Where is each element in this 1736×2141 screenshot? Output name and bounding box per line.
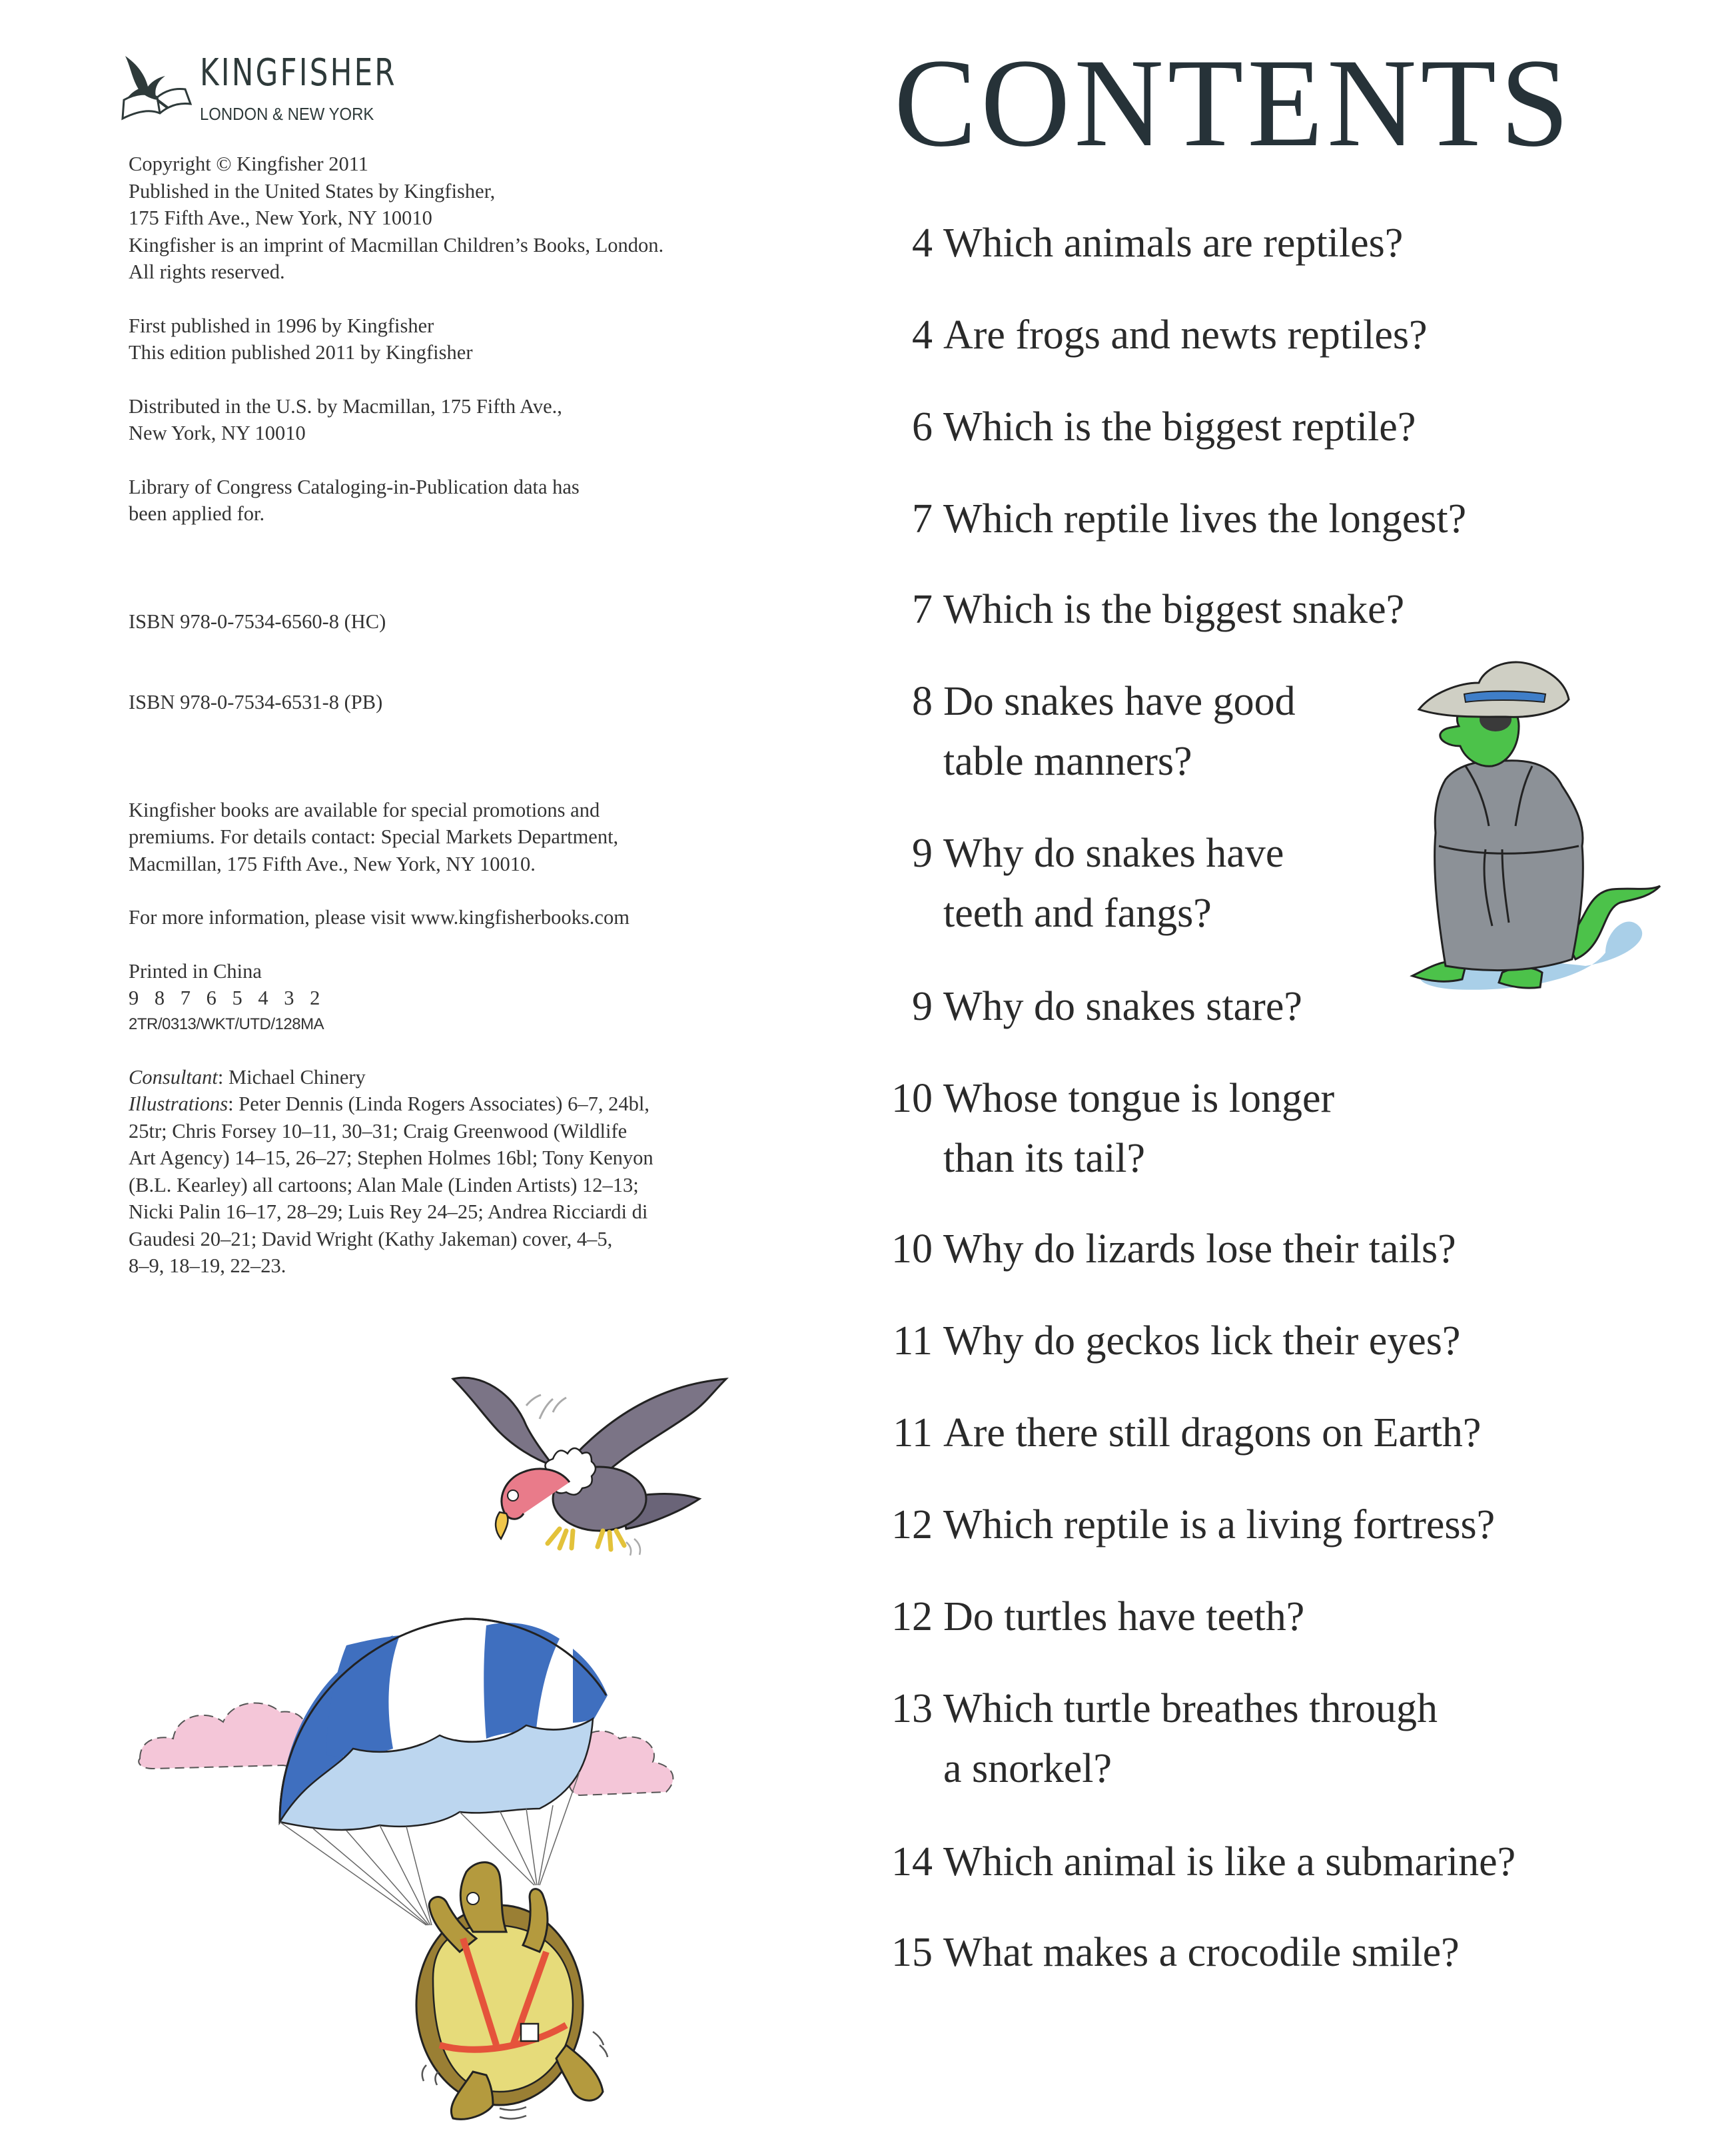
toc-page-number: 9 bbox=[912, 984, 933, 1029]
toc-page-number: 12 bbox=[891, 1594, 933, 1639]
toc-entry-title: Which animals are reptiles? bbox=[943, 220, 1404, 266]
illustrations-label: Illustrations bbox=[129, 1092, 228, 1115]
toc-page-number: 11 bbox=[893, 1318, 933, 1364]
toc-entry-title: Which is the biggest snake? bbox=[943, 587, 1405, 632]
table-of-contents bbox=[866, 0, 1699, 2141]
kingfisher-bird-book-icon bbox=[119, 52, 193, 127]
toc-page-number: 8 bbox=[912, 679, 933, 724]
isbn-list: ISBN 978-0-7534-6560-8 (HC) ISBN 978-0-7534-6531-8 (PB) bbox=[129, 610, 386, 713]
toc-page-number: 10 bbox=[891, 1076, 933, 1121]
distribution-notice: Distributed in the U.S. by Macmillan, 175 Fifth Ave., New York, NY 10010 bbox=[129, 394, 562, 444]
consultant-name: : Michael Chinery bbox=[217, 1065, 366, 1088]
toc-page-number: 10 bbox=[891, 1226, 933, 1272]
promotions-notice: Kingfisher books are available for special promotions and premiums. For details contact: Special Markets Department, Macmillan, 175 Fifth Ave., New York, NY 10010. bbox=[129, 798, 619, 875]
toc-entry-title: Which reptile lives the longest? bbox=[943, 496, 1467, 542]
toc-page-number: 7 bbox=[912, 496, 933, 542]
toc-entry-title: Are frogs and newts reptiles? bbox=[943, 312, 1428, 358]
print-info: Printed in China 9 8 7 6 5 4 3 2 2TR/0313/WKT/UTD/128MA bbox=[129, 959, 326, 1033]
toc-page-number: 4 bbox=[912, 312, 933, 358]
toc-entry-title: Which turtle breathes through a snorkel? bbox=[943, 1686, 1438, 1791]
toc-entry-title: Which animal is like a submarine? bbox=[943, 1839, 1516, 1885]
vulture-illustration bbox=[426, 1339, 739, 1559]
toc-page-number: 4 bbox=[912, 220, 933, 266]
toc-entry-title: Why do lizards lose their tails? bbox=[943, 1226, 1456, 1272]
parachuting-turtle-illustration bbox=[113, 1579, 699, 2125]
toc-page-number: 13 bbox=[891, 1686, 933, 1731]
toc-entry-title: Why do snakes stare? bbox=[943, 984, 1302, 1029]
toc-page-number: 6 bbox=[912, 404, 933, 450]
toc-page-number: 7 bbox=[912, 587, 933, 632]
more-info-link-text: For more information, please visit www.kingfisherbooks.com bbox=[129, 906, 630, 929]
imprint-block bbox=[129, 151, 795, 1280]
toc-entry-title: Which reptile is a living fortress? bbox=[943, 1502, 1496, 1547]
cip-notice: Library of Congress Cataloging-in-Publication data has been applied for. bbox=[129, 475, 580, 525]
publisher-name: KINGFISHER bbox=[200, 51, 397, 95]
toc-entry-title: Why do snakes have teeth and fangs? bbox=[943, 831, 1284, 936]
toc-page-number: 14 bbox=[891, 1839, 933, 1885]
toc-page-number: 9 bbox=[912, 831, 933, 876]
publisher-tagline: LONDON & NEW YORK bbox=[200, 104, 374, 124]
consultant-label: Consultant bbox=[129, 1065, 218, 1088]
edition-history: First published in 1996 by Kingfisher This edition published 2011 by Kingfisher bbox=[129, 314, 473, 364]
toc-entry-title: Why do geckos lick their eyes? bbox=[943, 1318, 1461, 1364]
toc-entry-title: Whose tongue is longer than its tail? bbox=[943, 1076, 1335, 1181]
toc-entry-title: What makes a crocodile smile? bbox=[943, 1930, 1460, 1975]
lizard-in-trenchcoat-illustration bbox=[1386, 646, 1665, 1006]
toc-page-number: 15 bbox=[891, 1930, 933, 1975]
toc-entry-title: Do turtles have teeth? bbox=[943, 1594, 1305, 1639]
toc-entry-title: Which is the biggest reptile? bbox=[943, 404, 1416, 450]
copyright-notice: Copyright © Kingfisher 2011 Published in the United States by Kingfisher, 175 Fifth Ave., New York, NY 10010 Kingfisher is an imprint of Macmillan Children’s Books, London. All rights reserved. bbox=[129, 153, 664, 283]
credits: Consultant: Michael Chinery Illustrations: Peter Dennis (Linda Rogers Associates) 6–7, 24bl, 25tr; Chris Forsey 10–11, 30–31; Craig Greenwood (Wildlife Art Agency) 14–15, 26–27; Stephen Holmes 16bl; Tony Kenyon (B.L. Kearley) all cartoons; Alan Male (Linden Artists) 12–13; Nicki Palin 16–17, 28–29; Luis Rey 24–25; Andrea Ricciardi di Gaudesi 20–21; David Wright (Kathy Jakeman) cover, 4–5, 8–9, 18–19, 22–23. bbox=[129, 1065, 653, 1277]
contents-heading: CONTENTS bbox=[894, 33, 1573, 173]
toc-entry-title: Do snakes have good table manners? bbox=[943, 679, 1296, 784]
toc-page-number: 12 bbox=[891, 1502, 933, 1547]
toc-page-number: 11 bbox=[893, 1410, 933, 1456]
publisher-logo bbox=[119, 52, 465, 125]
toc-entry-title: Are there still dragons on Earth? bbox=[943, 1410, 1482, 1456]
